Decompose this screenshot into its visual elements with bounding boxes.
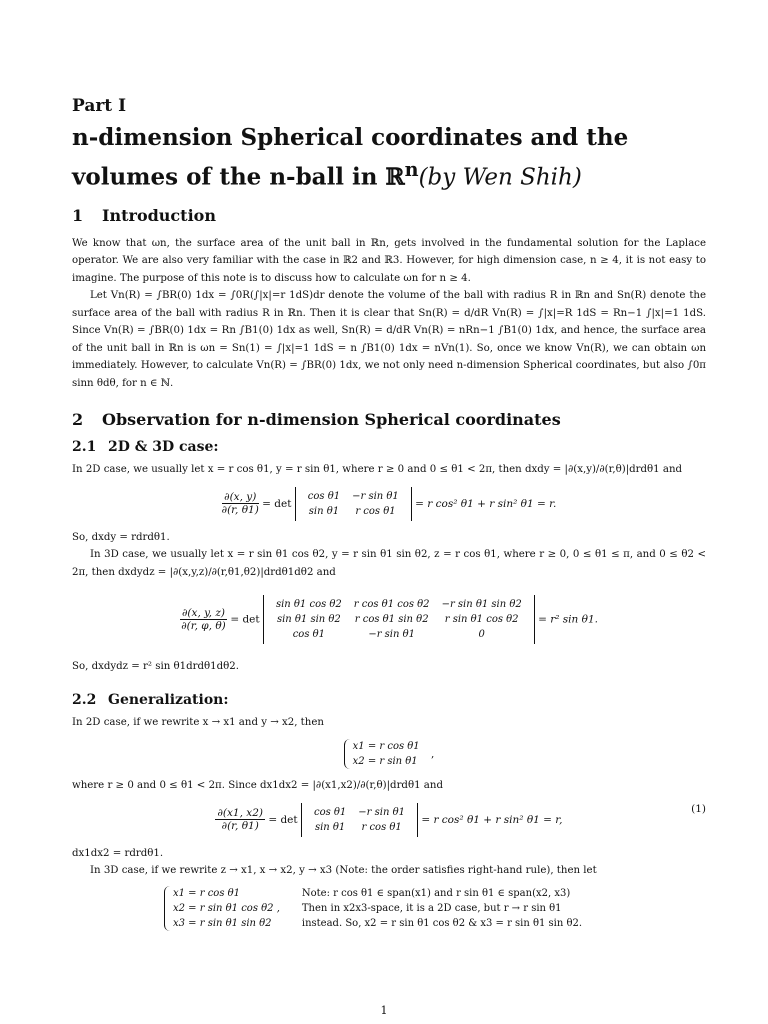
system-2d: x1 = r cos θ1 x2 = r sin θ1 , bbox=[72, 739, 706, 769]
system-3d-notes: Note: r cos θ1 ∈ span(x1) and r sin θ1 ∈ span(x2, x3) Then in x2x3-space, it is a 2D case, but r → r sin θ1 instead. So, x2 = r sin θ1 cos θ2 & x3 = r sin θ1 sin θ2. bbox=[301, 887, 583, 929]
intro-paragraph-1: We know that ωn, the surface area of the unit ball in ℝn, gets involved in the fundamental solution for the Laplace operator. We are also very familiar with the case in ℝ2 and ℝ3. However, for high dimension case, n ≥ 4, it is not easy to imagine. The purpose of this note is to discuss how to calculate ωn for n ≥ 4. bbox=[72, 237, 706, 284]
system-3d: x1 = r cos θ1 x2 = r sin θ1 cos θ2 , x3 = r sin θ1 sin θ2 Note: r cos θ1 ∈ span(x1) and r sin θ1 ∈ span(x2, x3) Then in x2x3-space, it is a 2D case, but r → r sin θ1 instead. So, x2 = r sin θ1 cos θ2 & x3 = r sin θ1 sin θ2. bbox=[164, 886, 706, 931]
para-2-2-b: where r ≥ 0 and 0 ≤ θ1 < 2π. Since dx1dx2 = |∂(x1,x2)/∂(r,θ)|drdθ1 and bbox=[72, 780, 443, 792]
equation-2d-jacobian: $\frac{\partial(x, y)}{\partial(r, \theta 1)}$ = det cos θ1 −r sin θ1 sin θ1 r cos θ1 = r cos² θ1 + r sin² θ1 = r. bbox=[72, 487, 706, 521]
subsection-2-1-heading: 2.1 2D & 3D case: bbox=[72, 439, 219, 456]
page-number: 1 bbox=[380, 1004, 388, 1017]
para-2-2-a: In 2D case, if we rewrite x → x1 and y → x2, then bbox=[72, 716, 324, 728]
subsection-2-2-heading: 2.2 Generalization: bbox=[72, 691, 229, 708]
para-2-1-b: So, dxdy = rdrdθ1. bbox=[72, 531, 170, 543]
section-1-heading: 1 Introduction bbox=[72, 205, 216, 225]
para-2-1-d: So, dxdydz = r² sin θ1drdθ1dθ2. bbox=[72, 661, 240, 673]
para-2-1-c: In 3D case, we usually let x = r sin θ1 cos θ2, y = r sin θ1 sin θ2, z = r cos θ1, where r ≥ 0, 0 ≤ θ1 ≤ π, and 0 ≤ θ2 < 2π, then dxdydz = |∂(x,y,z)/∂(r,θ1,θ2)|drdθ1dθ2 and bbox=[72, 549, 706, 578]
equation-number: (1) bbox=[691, 802, 706, 815]
para-2-1-a: In 2D case, we usually let x = r cos θ1, y = r sin θ1, where r ≥ 0 and 0 ≤ θ1 < 2π, then dxdy = |∂(x,y)/∂(r,θ)|drdθ1 and bbox=[72, 464, 683, 476]
part-heading: Part I bbox=[72, 96, 127, 116]
title-sup: n bbox=[404, 158, 419, 181]
paper-page bbox=[72, 96, 706, 931]
para-2-2-d: In 3D case, if we rewrite z → x1, x → x2, y → x3 (Note: the order satisfies right-hand rule), then let bbox=[90, 865, 597, 877]
paper-title bbox=[72, 122, 706, 194]
equation-1: $\frac{\partial(x1, x2)}{\partial(r, \theta 1)}$ = det cos θ1 −r sin θ1 sin θ1 r cos θ1 = r cos² θ1 + r sin² θ1 = r, (1) bbox=[72, 803, 706, 837]
equation-3d-jacobian: $\frac{\partial(x, y, z)}{\partial(r, \varphi, \theta)}$ = det sin θ1 cos θ2 r cos θ1 cos θ2 −r sin θ1 sin θ2 sin θ1 sin θ2 r cos θ1 sin θ2 r sin θ1 cos θ2 cos θ1 −r sin θ1 0 = r² sin θ1. bbox=[72, 595, 706, 644]
intro-paragraph-2: Let Vn(R) = ∫BR(0) 1dx = ∫0R(∫|x|=r 1dS)dr denote the volume of the ball with radius R in ℝn and Sn(R) denote the surface area of the ball with radius R in ℝn. Then it is clear that Sn(R) = d/dR Vn(R) = ∫|x|=R 1dS = Rn−1 ∫|x|=1 1dS. Since Vn(R) = ∫BR(0) 1dx = Rn ∫B1(0) 1dx as well, Sn(R) = d/dR Vn(R) = nRn−1 ∫B1(0) 1dx, and hence, the surface area of the unit ball in ℝn is ωn = Sn(1) = ∫|x|=1 1dS = n ∫B1(0) 1dx = nVn(1). So, once we know Vn(R), we can obtain ωn immediately. However, to calculate Vn(R) = ∫BR(0) 1dx, we not only need n-dimension Spherical coordinates, but also ∫0π sinn θdθ, for n ∈ ℕ. bbox=[72, 290, 706, 389]
title-line2: volumes of the n-ball in ℝ bbox=[72, 163, 405, 191]
title-author: (by Wen Shih) bbox=[418, 164, 582, 191]
title-line1: n-dimension Spherical coordinates and the bbox=[72, 124, 629, 151]
para-2-2-c: dx1dx2 = rdrdθ1. bbox=[72, 847, 164, 859]
section-2-heading: 2 Observation for n-dimension Spherical coordinates bbox=[72, 410, 561, 430]
